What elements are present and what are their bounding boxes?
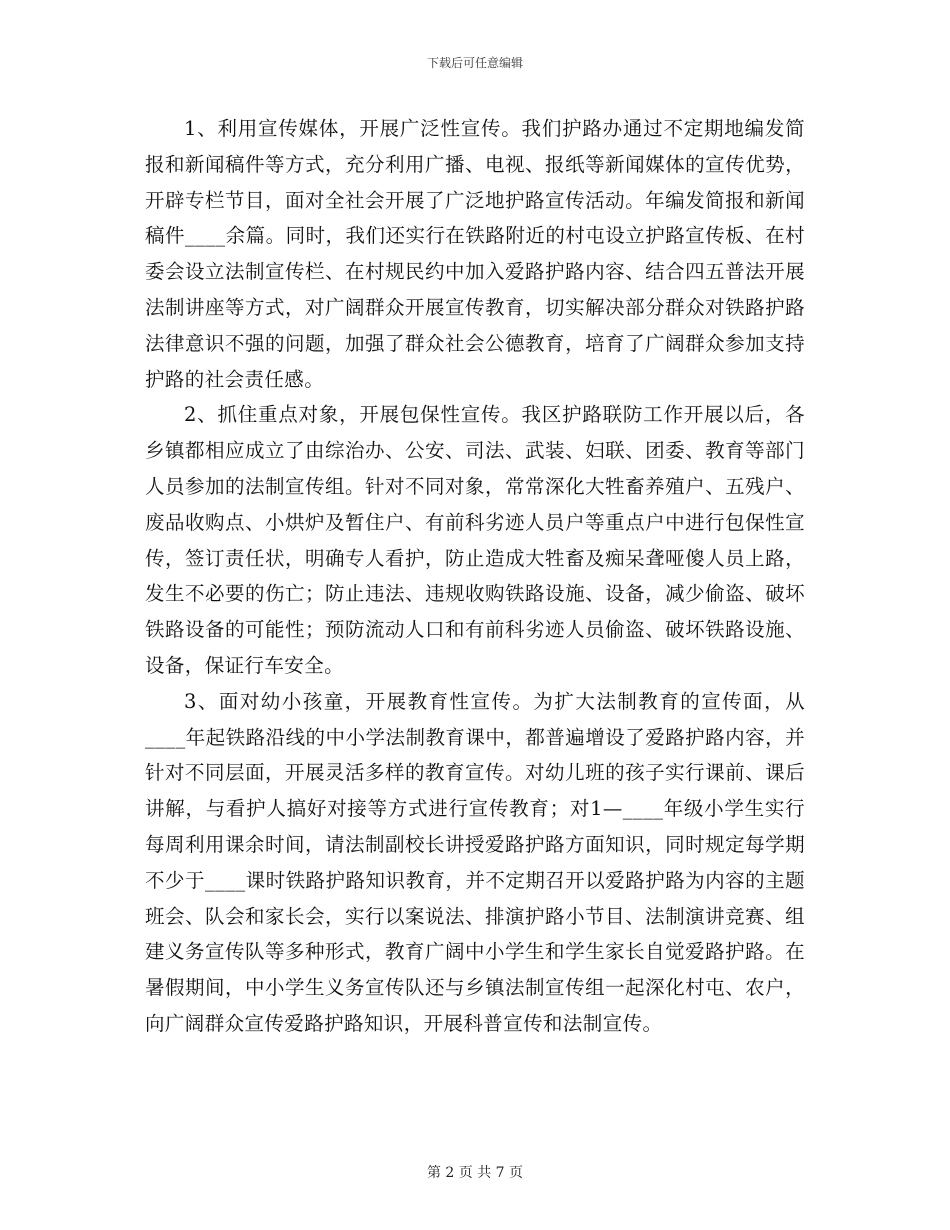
paragraph-media-publicity: 1、利用宣传媒体，开展广泛性宣传。我们护路办通过不定期地编发简报和新闻稿件等方式，充分利用广播、电视、报纸等新闻媒体的宣传优势，开辟专栏节目，面对全社会开展了广泛地护路宣传活动。年编发简报和新闻稿件____余篇。同时，我们还实行在铁路附近的村屯设立护路宣传板、在村委会设立法制宣传栏、在村规民约中加入爱路护路内容、结合四五普法开展法制讲座等方式，对广阔群众开展宣传教育，切实解决部分群众对铁路护路法律意识不强的问题，加强了群众社会公德教育，培育了广阔群众参加支持护路的社会责任感。 <box>145 117 805 391</box>
paragraph-key-targets: 2、抓住重点对象，开展包保性宣传。我区护路联防工作开展以后，各乡镇都相应成立了由综治办、公安、司法、武装、妇联、团委、教育等部门人员参加的法制宣传组。针对不同对象，常常深化大牲畜养殖户、五残户、废品收购点、小烘炉及暂住户、有前科劣迹人员户等重点户中进行包保性宣传，签订责任状，明确专人看护，防止造成大牲畜及痴呆聋哑傻人员上路，发生不必要的伤亡；防止违法、违规收购铁路设施、设备，减少偷盗、破坏铁路设备的可能性；预防流动人口和有前科劣迹人员偷盗、破坏铁路设施、设备，保证行车安全。 <box>145 403 805 677</box>
page-number: 第 2 页 共 7 页 <box>426 1165 524 1181</box>
paragraph-children-education: 3、面对幼小孩童，开展教育性宣传。为扩大法制教育的宣传面，从____年起铁路沿线的中小学法制教育课中，都普遍增设了爱路护路内容，并针对不同层面，开展灵活多样的教育宣传。对幼儿班的孩子实行课前、课后讲解，与看护人搞好对接等方式进行宣传教育；对1—____年级小学生实行每周利用课余时间，请法制副校长讲授爱路护路方面知识，同时规定每学期不少于____课时铁路护路知识教育，并不定期召开以爱路护路为内容的主题班会、队会和家长会，实行以案说法、排演护路小节目、法制演讲竞赛、组建义务宣传队等多种形式，教育广阔中小学生和学生家长自觉爱路护路。在暑假期间，中小学生义务宣传队还与乡镇法制宣传组一起深化村屯、农户，向广阔群众宣传爱路护路知识，开展科普宣传和法制宣传。 <box>145 689 805 1035</box>
page-header: 下载后可任意编辑 <box>426 56 523 70</box>
document-body <box>145 111 805 1042</box>
